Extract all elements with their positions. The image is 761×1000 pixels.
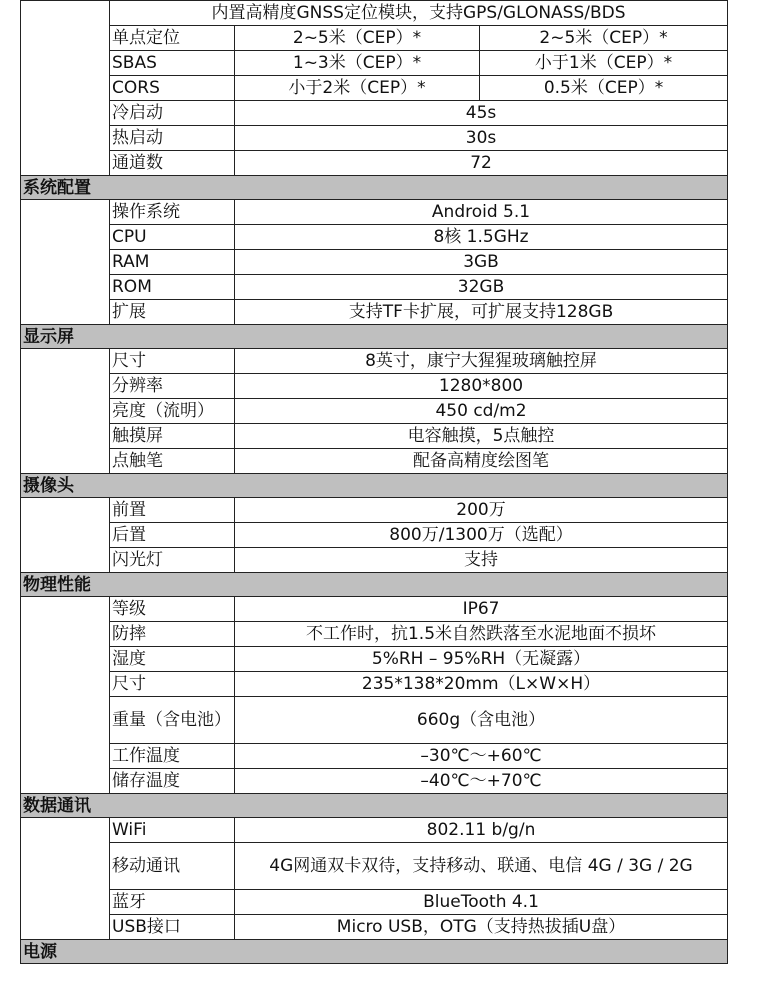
table-row (21, 424, 728, 449)
section-title: 显示屏 (21, 325, 728, 349)
table-row (21, 843, 728, 890)
table-row (21, 647, 728, 672)
row-label: 扩展 (110, 300, 235, 325)
row-value: 0.5米（CEP）* (480, 76, 728, 101)
table-row (21, 300, 728, 325)
row-label: 触摸屏 (110, 424, 235, 449)
section-spacer (21, 818, 110, 940)
row-label: 等级 (110, 597, 235, 622)
section-spacer (21, 597, 110, 794)
table-row (21, 374, 728, 399)
table-row (21, 769, 728, 794)
row-value: 5%RH – 95%RH（无凝露） (235, 647, 728, 672)
table-row (21, 399, 728, 424)
row-label: 工作温度 (110, 744, 235, 769)
table-row (21, 449, 728, 474)
table-row (21, 101, 728, 126)
row-value: 660g（含电池） (235, 697, 728, 744)
row-value: 小于1米（CEP）* (480, 51, 728, 76)
row-value: 小于2米（CEP）* (235, 76, 480, 101)
table-row (21, 26, 728, 51)
row-value: –30℃～+60℃ (235, 744, 728, 769)
section-title: 物理性能 (21, 573, 728, 597)
row-value: 不工作时，抗1.5米自然跌落至水泥地面不损坏 (235, 622, 728, 647)
section-title: 摄像头 (21, 474, 728, 498)
row-value: 8英寸，康宁大猩猩玻璃触控屏 (235, 349, 728, 374)
table-row (21, 597, 728, 622)
spec-table (20, 0, 728, 964)
section-header-display (21, 325, 728, 349)
section-spacer (21, 498, 110, 573)
table-row (21, 818, 728, 843)
section-header-power (21, 940, 728, 964)
row-value: 800万/1300万（选配） (235, 523, 728, 548)
row-value: 450 cd/m2 (235, 399, 728, 424)
section-title: 系统配置 (21, 176, 728, 200)
row-label: 尺寸 (110, 349, 235, 374)
row-label: RAM (110, 250, 235, 275)
row-label: 蓝牙 (110, 890, 235, 915)
table-row (21, 250, 728, 275)
row-label: CPU (110, 225, 235, 250)
table-row (21, 890, 728, 915)
row-label: 分辨率 (110, 374, 235, 399)
row-label: 储存温度 (110, 769, 235, 794)
table-row (21, 548, 728, 573)
section-spacer (21, 200, 110, 325)
section-header-system (21, 176, 728, 200)
table-row (21, 151, 728, 176)
table-row (21, 744, 728, 769)
row-value: 32GB (235, 275, 728, 300)
row-value: 2~5米（CEP）* (235, 26, 480, 51)
row-value: Micro USB，OTG（支持热拔插U盘） (235, 915, 728, 940)
row-label: WiFi (110, 818, 235, 843)
section-header-comms (21, 794, 728, 818)
table-row (21, 51, 728, 76)
row-value: 30s (235, 126, 728, 151)
row-value: 配备高精度绘图笔 (235, 449, 728, 474)
row-label: 闪光灯 (110, 548, 235, 573)
row-value: 4G网通双卡双待，支持移动、联通、电信 4G / 3G / 2G (235, 843, 728, 890)
table-row (21, 76, 728, 101)
table-row (21, 915, 728, 940)
row-label: 后置 (110, 523, 235, 548)
row-label: CORS (110, 76, 235, 101)
table-row (21, 225, 728, 250)
row-label: 通道数 (110, 151, 235, 176)
row-value: 72 (235, 151, 728, 176)
row-value: IP67 (235, 597, 728, 622)
row-value: 235*138*20mm（L×W×H） (235, 672, 728, 697)
table-row (21, 697, 728, 744)
row-value: 200万 (235, 498, 728, 523)
gnss-spacer (21, 1, 110, 176)
row-label: USB接口 (110, 915, 235, 940)
row-label: 移动通讯 (110, 843, 235, 890)
row-label: ROM (110, 275, 235, 300)
row-label: 前置 (110, 498, 235, 523)
section-spacer (21, 349, 110, 474)
row-label: 防摔 (110, 622, 235, 647)
table-row (21, 200, 728, 225)
row-value: 1~3米（CEP）* (235, 51, 480, 76)
row-label: SBAS (110, 51, 235, 76)
table-row (21, 349, 728, 374)
section-header-physical (21, 573, 728, 597)
row-value: BlueTooth 4.1 (235, 890, 728, 915)
row-value: Android 5.1 (235, 200, 728, 225)
row-value: 2~5米（CEP）* (480, 26, 728, 51)
table-row (21, 672, 728, 697)
row-value: 3GB (235, 250, 728, 275)
row-label: 点触笔 (110, 449, 235, 474)
row-label: 冷启动 (110, 101, 235, 126)
row-value: 45s (235, 101, 728, 126)
section-title: 数据通讯 (21, 794, 728, 818)
table-row (21, 498, 728, 523)
table-row (21, 523, 728, 548)
table-row (21, 126, 728, 151)
row-value: 电容触摸，5点触控 (235, 424, 728, 449)
section-header-camera (21, 474, 728, 498)
row-value: 8核 1.5GHz (235, 225, 728, 250)
gnss-header-row (21, 1, 728, 26)
row-value: 支持TF卡扩展，可扩展支持128GB (235, 300, 728, 325)
row-value: –40℃～+70℃ (235, 769, 728, 794)
row-label: 亮度（流明） (110, 399, 235, 424)
row-label: 热启动 (110, 126, 235, 151)
row-label: 单点定位 (110, 26, 235, 51)
row-label: 尺寸 (110, 672, 235, 697)
row-label: 操作系统 (110, 200, 235, 225)
row-value: 1280*800 (235, 374, 728, 399)
row-label: 重量（含电池） (110, 697, 235, 744)
table-row (21, 622, 728, 647)
row-label: 湿度 (110, 647, 235, 672)
table-row (21, 275, 728, 300)
section-title: 电源 (21, 940, 728, 964)
gnss-header: 内置高精度GNSS定位模块，支持GPS/GLONASS/BDS (110, 1, 728, 26)
row-value: 802.11 b/g/n (235, 818, 728, 843)
row-value: 支持 (235, 548, 728, 573)
